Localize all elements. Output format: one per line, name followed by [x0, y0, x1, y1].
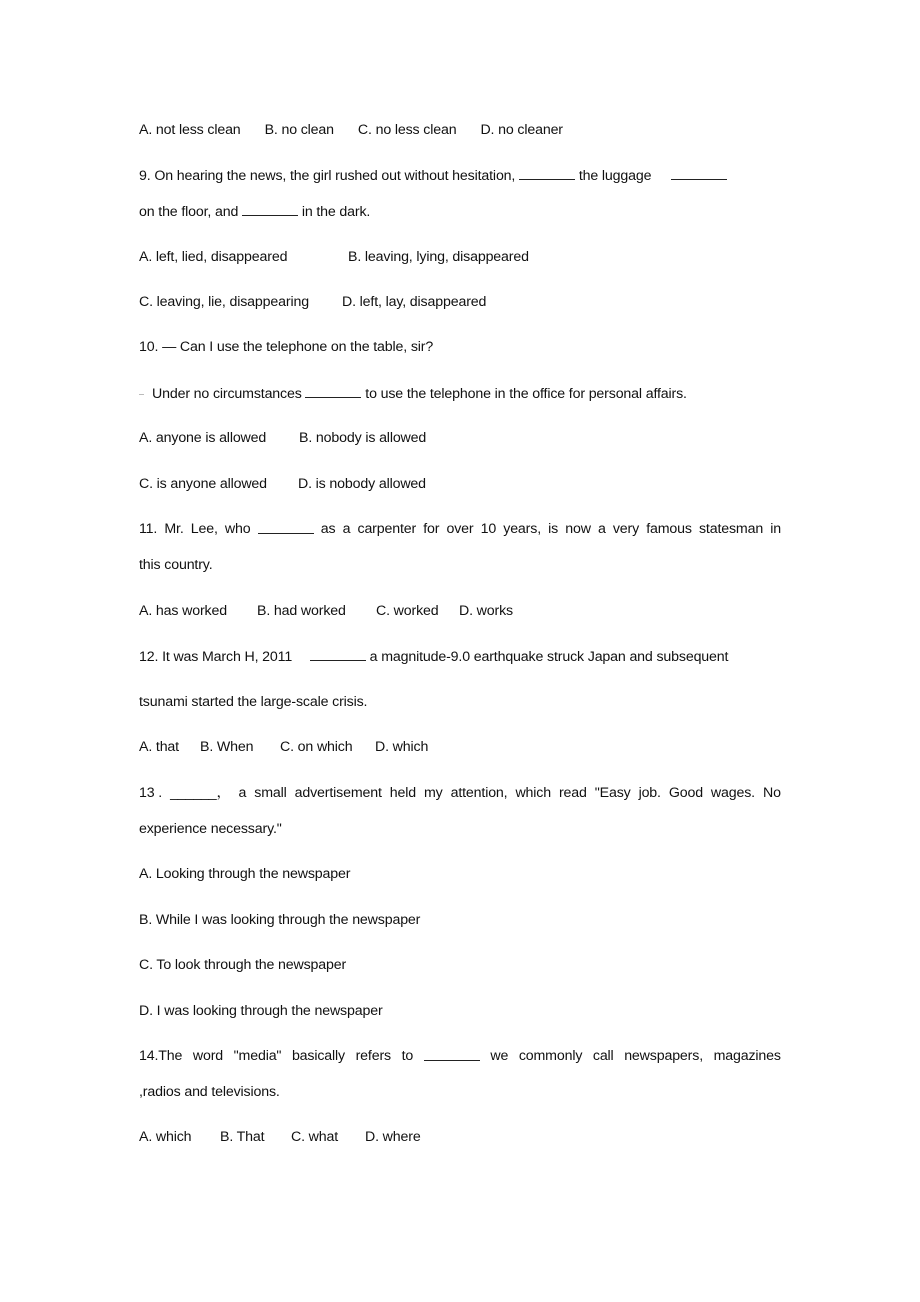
q13-word: advertisement [294, 785, 382, 801]
q14-word: basically [291, 1048, 345, 1064]
q14-word: we [490, 1048, 509, 1064]
q9-text-2: the luggage [578, 168, 652, 184]
q9-line-1 [139, 166, 727, 185]
q14-word: 14.The [139, 1048, 183, 1064]
q11-word: Lee, [190, 521, 218, 537]
q9-option-d: D. left, lay, disappeared [342, 294, 487, 310]
q13-word: No [762, 785, 781, 801]
q11-word: as [320, 521, 336, 537]
q14-word: newspapers, [624, 1048, 703, 1064]
dash-mark [139, 394, 144, 395]
q9-text-4: in the dark. [301, 204, 371, 220]
q12-blank [310, 647, 366, 661]
q11-word: who [224, 521, 251, 537]
q12-option-a: A. that [139, 739, 179, 755]
q14-word: to [401, 1048, 414, 1064]
q12-option-b: B. When [200, 739, 254, 755]
q14-option-c: C. what [291, 1129, 339, 1145]
q11-word: over [446, 521, 474, 537]
q13-word: "Easy [594, 785, 631, 801]
q11-word: statesman [698, 521, 764, 537]
q12-options [139, 738, 428, 756]
q8-option-d: D. no cleaner [480, 122, 563, 138]
q13-word: a [238, 785, 247, 801]
q8-option-a: A. not less clean [139, 122, 241, 138]
q11-word: now [565, 521, 591, 537]
q9-option-a: A. left, lied, disappeared [139, 249, 288, 265]
q12-text-2: a magnitude-9.0 earthquake struck Japan and subsequent [369, 649, 729, 665]
q10-text-2: to use the telephone in the office for personal affairs. [365, 386, 687, 402]
q13-word: 13 . [139, 785, 163, 801]
q14-word: refers [355, 1048, 391, 1064]
q13-word: attention, [450, 785, 508, 801]
q12-text-1: 12. It was March H, 2011 [139, 649, 293, 665]
q9-option-b: B. leaving, lying, disappeared [348, 249, 529, 265]
q11-word: carpenter [357, 521, 417, 537]
q13-word: read [558, 785, 587, 801]
q11-word: very [612, 521, 640, 537]
q9-blank-2 [671, 166, 727, 180]
q9-line-2 [139, 202, 370, 221]
q10-option-b: B. nobody is allowed [299, 430, 427, 446]
q8-option-b: B. no clean [264, 122, 334, 138]
q11-word: Mr. [164, 521, 184, 537]
q11-word: years, [503, 521, 541, 537]
q13-blank: ______， [170, 785, 231, 801]
q10-option-d: D. is nobody allowed [298, 476, 426, 492]
q9-text-1: 9. On hearing the news, the girl rushed out without hesitation, [139, 168, 516, 184]
q11-word: famous [646, 521, 692, 537]
q13-line-1 [139, 784, 781, 802]
q10-options-row-2 [139, 475, 426, 493]
q11-word: a [342, 521, 351, 537]
q9-blank-1 [519, 166, 575, 180]
q11-option-b: B. had worked [257, 603, 346, 619]
q14-word: call [592, 1048, 614, 1064]
q11-word: a [597, 521, 606, 537]
q14-word: word [192, 1048, 224, 1064]
q13-option-b: B. While I was looking through the newspaper [139, 912, 421, 928]
q13-word: small [254, 785, 287, 801]
q10-line-1: 10. — Can I use the telephone on the table, sir? [139, 339, 434, 355]
q11-word: 11. [139, 521, 158, 537]
q12-line-1 [139, 647, 728, 666]
q12-option-c: C. on which [280, 739, 353, 755]
q8-options [139, 121, 563, 139]
q13-option-d: D. I was looking through the newspaper [139, 1003, 383, 1019]
q10-option-a: A. anyone is allowed [139, 430, 267, 446]
q14-option-d: D. where [365, 1129, 421, 1145]
q14-word: magazines [713, 1048, 781, 1064]
q10-blank [305, 384, 361, 398]
q11-blank [258, 520, 314, 534]
q11-word: is [548, 521, 559, 537]
q9-blank-3 [242, 202, 298, 216]
q14-options [139, 1128, 421, 1146]
q11-option-a: A. has worked [139, 603, 227, 619]
q10-text-1: Under no circumstances [152, 386, 302, 402]
q11-options [139, 602, 513, 620]
q10-option-c: C. is anyone allowed [139, 476, 267, 492]
q10-options-row-1 [139, 429, 426, 447]
q9-options-row-2 [139, 293, 486, 311]
q11-line-2: this country. [139, 557, 213, 573]
q9-option-c: C. leaving, lie, disappearing [139, 294, 309, 310]
q13-word: my [423, 785, 443, 801]
q14-option-a: A. which [139, 1129, 192, 1145]
q11-option-d: D. works [459, 603, 513, 619]
q12-line-2: tsunami started the large-scale crisis. [139, 694, 368, 710]
q13-word: held [389, 785, 416, 801]
q9-text-3: on the floor, and [139, 204, 239, 220]
q13-option-c: C. To look through the newspaper [139, 957, 347, 973]
q13-option-a: A. Looking through the newspaper [139, 866, 351, 882]
q8-option-c: C. no less clean [357, 122, 457, 138]
q11-word: for [423, 521, 440, 537]
q13-word: wages. [710, 785, 755, 801]
q12-option-d: D. which [375, 739, 429, 755]
q13-line-2: experience necessary." [139, 821, 282, 837]
q10-line-2 [139, 384, 687, 403]
q11-line-1 [139, 520, 781, 538]
q14-word: "media" [233, 1048, 282, 1064]
q14-line-1 [139, 1047, 781, 1065]
q9-options-row-1 [139, 248, 529, 266]
q13-word: which [515, 785, 551, 801]
q14-line-2: ,radios and televisions. [139, 1084, 280, 1100]
q11-word: 10 [480, 521, 497, 537]
q14-option-b: B. That [220, 1129, 265, 1145]
q13-word: job. [638, 785, 661, 801]
q14-blank [424, 1047, 480, 1061]
q11-word: in [770, 521, 781, 537]
q14-word: commonly [518, 1048, 583, 1064]
q13-word: Good [668, 785, 703, 801]
q11-option-c: C. worked [376, 603, 439, 619]
